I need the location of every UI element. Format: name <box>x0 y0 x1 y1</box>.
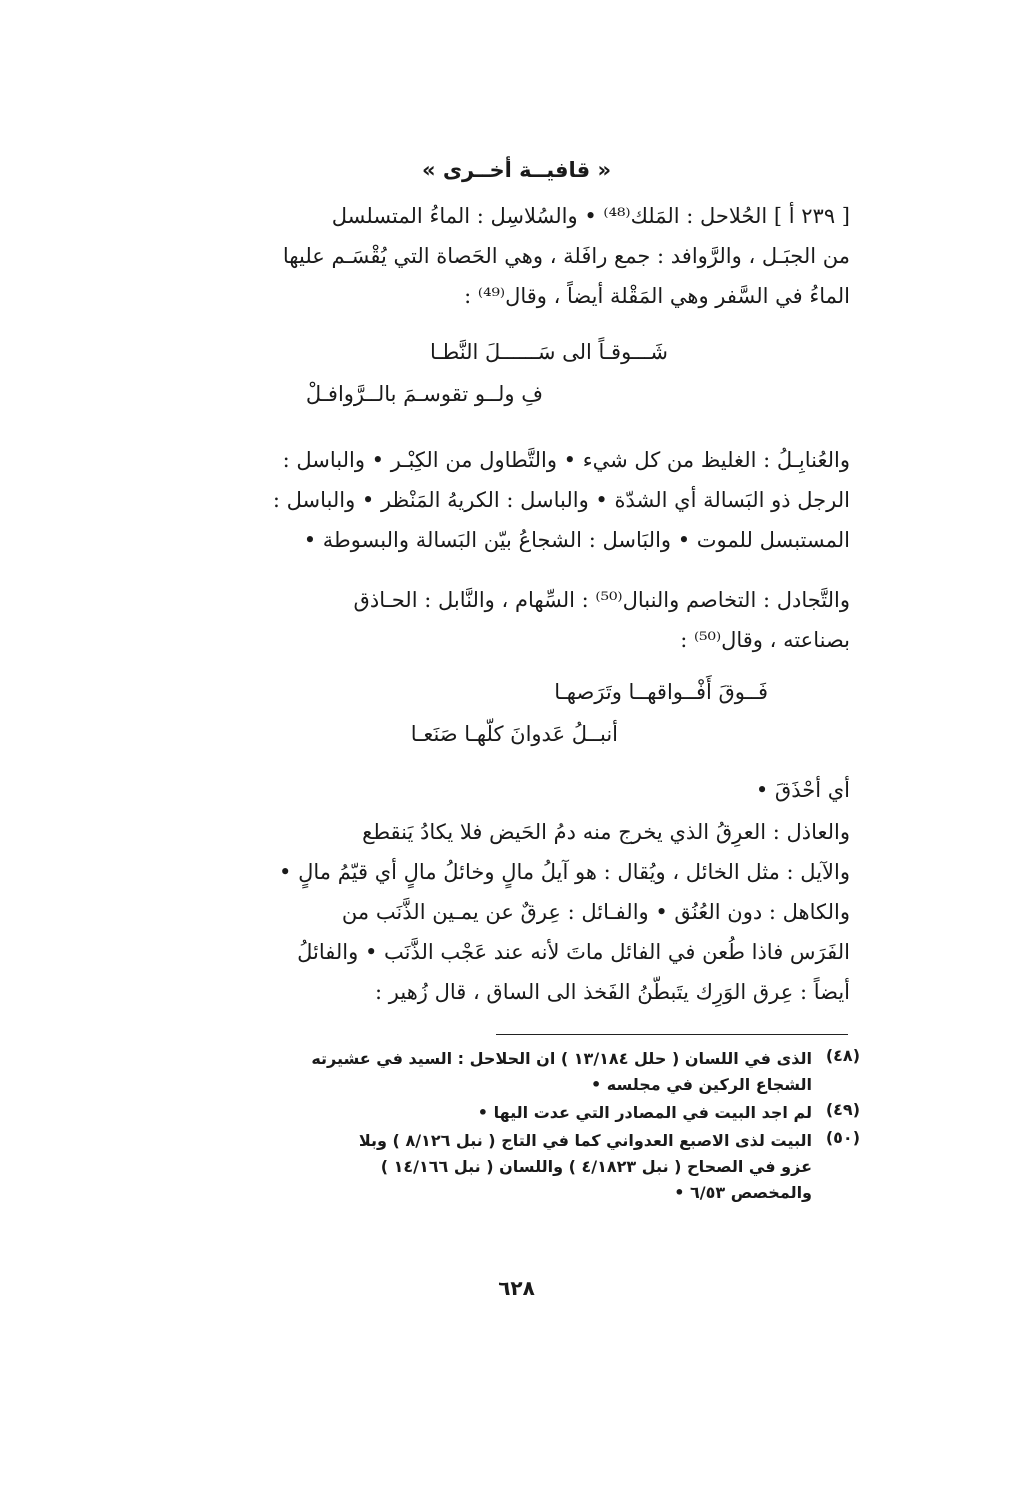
text-line: الرجل ذو البَسالة أي الشدّة • والباسل : الكريهُ المَنْظر • والباسل : <box>272 488 850 512</box>
text-line: الماءُ في السَّفر وهي المَقْلة أيضاً ، وقال⁽⁴⁹⁾ : <box>464 284 850 308</box>
footnote-line: عزو في الصحاح ( نبل ٤/١٨٢٣ ) واللسان ( نبل ١٤/١٦٦ ) <box>380 1157 812 1176</box>
footnotes <box>170 1046 860 1208</box>
footnote-text <box>170 1046 812 1098</box>
footnote-text <box>170 1128 812 1206</box>
short-line <box>186 770 850 810</box>
paragraph-4 <box>186 812 850 1012</box>
text-line: والآيل : مثل الخائل ، ويُقال : هو آيلُ مالٍ وخائلُ مالٍ أي قيّمُ مالٍ • <box>279 860 850 884</box>
footnote-number: (٤٨) <box>825 1046 860 1065</box>
verse-1-hemistich-1: شَـــوقـاً الى سَــــــلَ النَّطـا <box>429 340 668 364</box>
footnote-50 <box>170 1128 860 1206</box>
footnote-divider <box>496 1034 848 1035</box>
footnote-number: (٥٠) <box>825 1128 860 1147</box>
footnote-49 <box>170 1100 860 1126</box>
text-line: والعاذل : العرِقُ الذي يخرج منه دمُ الحَيض فلا يكادُ يَنقطع <box>362 820 850 844</box>
paragraph-1 <box>186 196 850 316</box>
paragraph-2 <box>186 440 850 560</box>
text-line: أي أحْذَقَ • <box>755 778 850 802</box>
footnote-line: الشجاع الركين في مجلسه • <box>590 1075 812 1094</box>
text-line: المستبسل للموت • والبَاسل : الشجاعُ بيّن البَسالة والبسوطة • <box>303 528 850 552</box>
footnote-line: الذى في اللسان ( حلل ١٣/١٨٤ ) ان الحلاحل : السيد في عشيرته <box>311 1049 812 1068</box>
text-line: أيضاً : عِرق الوَرِك يتَبطّنُ الفَخذ الى الساق ، قال زُهير : <box>375 980 850 1004</box>
verse-1-hemistich-2: فِ ولــو تقوسـمَ بالــرَّوافـلْ <box>305 382 543 406</box>
footnote-text <box>170 1100 812 1126</box>
text-line: والعُنابِـلُ : الغليظ من كل شيء • والتَّطاول من الكِبْـر • والباسل : <box>282 448 850 472</box>
section-heading: « قافيــة أخــرى » <box>421 158 612 182</box>
text-line: والتَّجادل : التخاصم والنبال⁽⁵⁰⁾ : السِّهام ، والنَّابل : الحـاذق <box>353 588 850 612</box>
text-line: والكاهل : دون العُنُق • والفـائل : عِرقٌ عن يمـين الذَّنَب من <box>341 900 850 924</box>
paragraph-3 <box>186 580 850 660</box>
footnote-48 <box>170 1046 860 1098</box>
footnote-line: لم اجد البيت في المصادر التي عدت اليها • <box>477 1103 812 1122</box>
page-number: ٦٢٨ <box>498 1276 535 1300</box>
verse-2-hemistich-1: فَــوقَ أَفْــواقهــا وتَرَصهـا <box>554 680 768 704</box>
text-line: بصناعته ، وقال⁽⁵⁰⁾ : <box>680 628 850 652</box>
text-line: الفَرَس فاذا طُعن في الفائل ماتَ لأنه عند عَجْب الذَّنَب • والفائلُ <box>297 940 850 964</box>
footnote-line: البيت لذى الاصبع العدواني كما في التاج ( نبل ٨/١٢٦ ) وبلا <box>358 1131 812 1150</box>
verse-2-hemistich-2: أنبــلُ عَدوانَ كلّهـا صَنَعـا <box>410 722 618 746</box>
footnote-line: والمخصص ٦/٥٣ • <box>674 1183 812 1202</box>
text-line: [ ٢٣٩ أ ] الحُلاحل : المَلك⁽⁴⁸⁾ • والسُلاسِل : الماءُ المتسلسل <box>331 204 850 228</box>
footnote-number: (٤٩) <box>825 1100 860 1119</box>
text-line: من الجبَـل ، والرَّوافد : جمع رافَلة ، وهي الحَصاة التي يُقْسَـم عليها <box>282 244 850 268</box>
